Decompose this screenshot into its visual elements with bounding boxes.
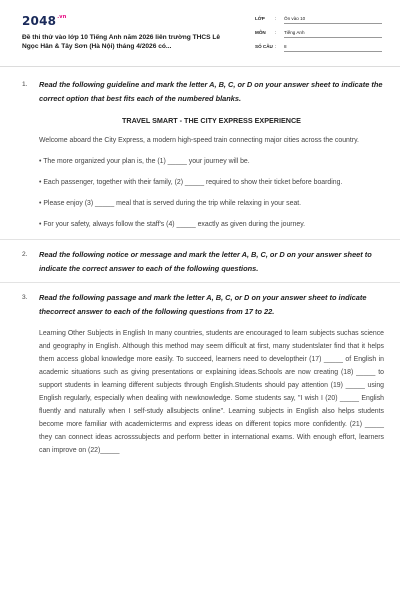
logo-text: 2048 (22, 14, 57, 28)
logo-suffix: .vn (57, 14, 67, 20)
question-instruction: Read the following passage and mark the letter A, B, C, or D on your answer sheet to indicate thecorrect answer to each of the following questions from 17 to 22. (39, 293, 367, 316)
meta-label: LỚP (255, 16, 265, 21)
question-3 (22, 291, 384, 457)
question-instruction: Read the following notice or message and mark the letter A, B, C, or D on your answer sheet to indicate the correct answer to each of the following questions. (39, 250, 372, 273)
page-header (0, 0, 400, 66)
meta-label: SỐ CÂU (255, 44, 273, 49)
question-divider (0, 282, 400, 283)
question-number: 1. (22, 81, 28, 88)
meta-question-count: SỐ CÂU : 8 (255, 44, 385, 58)
passage-text: Learning Other Subjects in English In many countries, students are encouraged to learn subjects suchas science and geography in English. Although this method may seem difficult at first, many studentslater find that it helps them access global knowledge more easily. To succeed, learners need to developtheir (17) _____ of English in academic situations such as giving presentations or explaining ideas.Schools are now creating (18) _____ to support students in learning different subjects through English.Students should pay attention (19) _____ using English regularly, especially when dealing with newknowledge. Some students say, "I wish I (20) _____ English fluently and naturally when I self-study allsubjects online". Learning subjects in English also helps students become more familiar with academicterms and express ideas on different topics more confidently. (21) _____ they can connect ideas acrosssubjects and perform better in international exams. With enough effort, learners can improve on (22)_____ (39, 330, 384, 454)
header-divider (0, 66, 400, 67)
exam-meta (255, 16, 385, 58)
question-divider (0, 239, 400, 240)
meta-value: 8 (284, 44, 382, 52)
meta-class: LỚP : Ôn vào 10 (255, 16, 385, 30)
question-number: 2. (22, 251, 28, 258)
site-logo[interactable] (22, 14, 67, 28)
meta-subject: MÔN : Tiếng Anh (255, 30, 385, 44)
question-2 (22, 248, 384, 276)
exam-title: Đề thi thử vào lớp 10 Tiếng Anh năm 2026 liên trường THCS Lê Ngọc Hân & Tây Sơn (Hà Nội) tháng 4/2026 có... (22, 34, 221, 50)
meta-label: MÔN (255, 30, 266, 35)
meta-value: Ôn vào 10 (284, 16, 382, 24)
passage-paragraph: • The more organized your plan is, the (1) _____ your journey will be. (39, 158, 250, 165)
question-1 (22, 78, 384, 231)
question-number: 3. (22, 294, 28, 301)
question-instruction: Read the following guideline and mark the letter A, B, C, or D on your answer sheet to indicate the correct option that best fits each of the numbered blanks. (39, 80, 383, 103)
passage-paragraph: • Each passenger, together with their family, (2) _____ required to show their ticket before boarding. (39, 179, 343, 186)
passage-paragraph: • For your safety, always follow the staff's (4) _____ exactly as given during the journey. (39, 221, 306, 228)
exam-content (22, 78, 384, 465)
meta-value: Tiếng Anh (284, 30, 382, 38)
passage-title: TRAVEL SMART - THE CITY EXPRESS EXPERIENCE (122, 116, 301, 125)
passage-paragraph: Welcome aboard the City Express, a modern high-speed train connecting major cities across the country. (39, 137, 359, 144)
passage-paragraph: • Please enjoy (3) _____ meal that is served during the trip while relaxing in your seat. (39, 200, 302, 207)
